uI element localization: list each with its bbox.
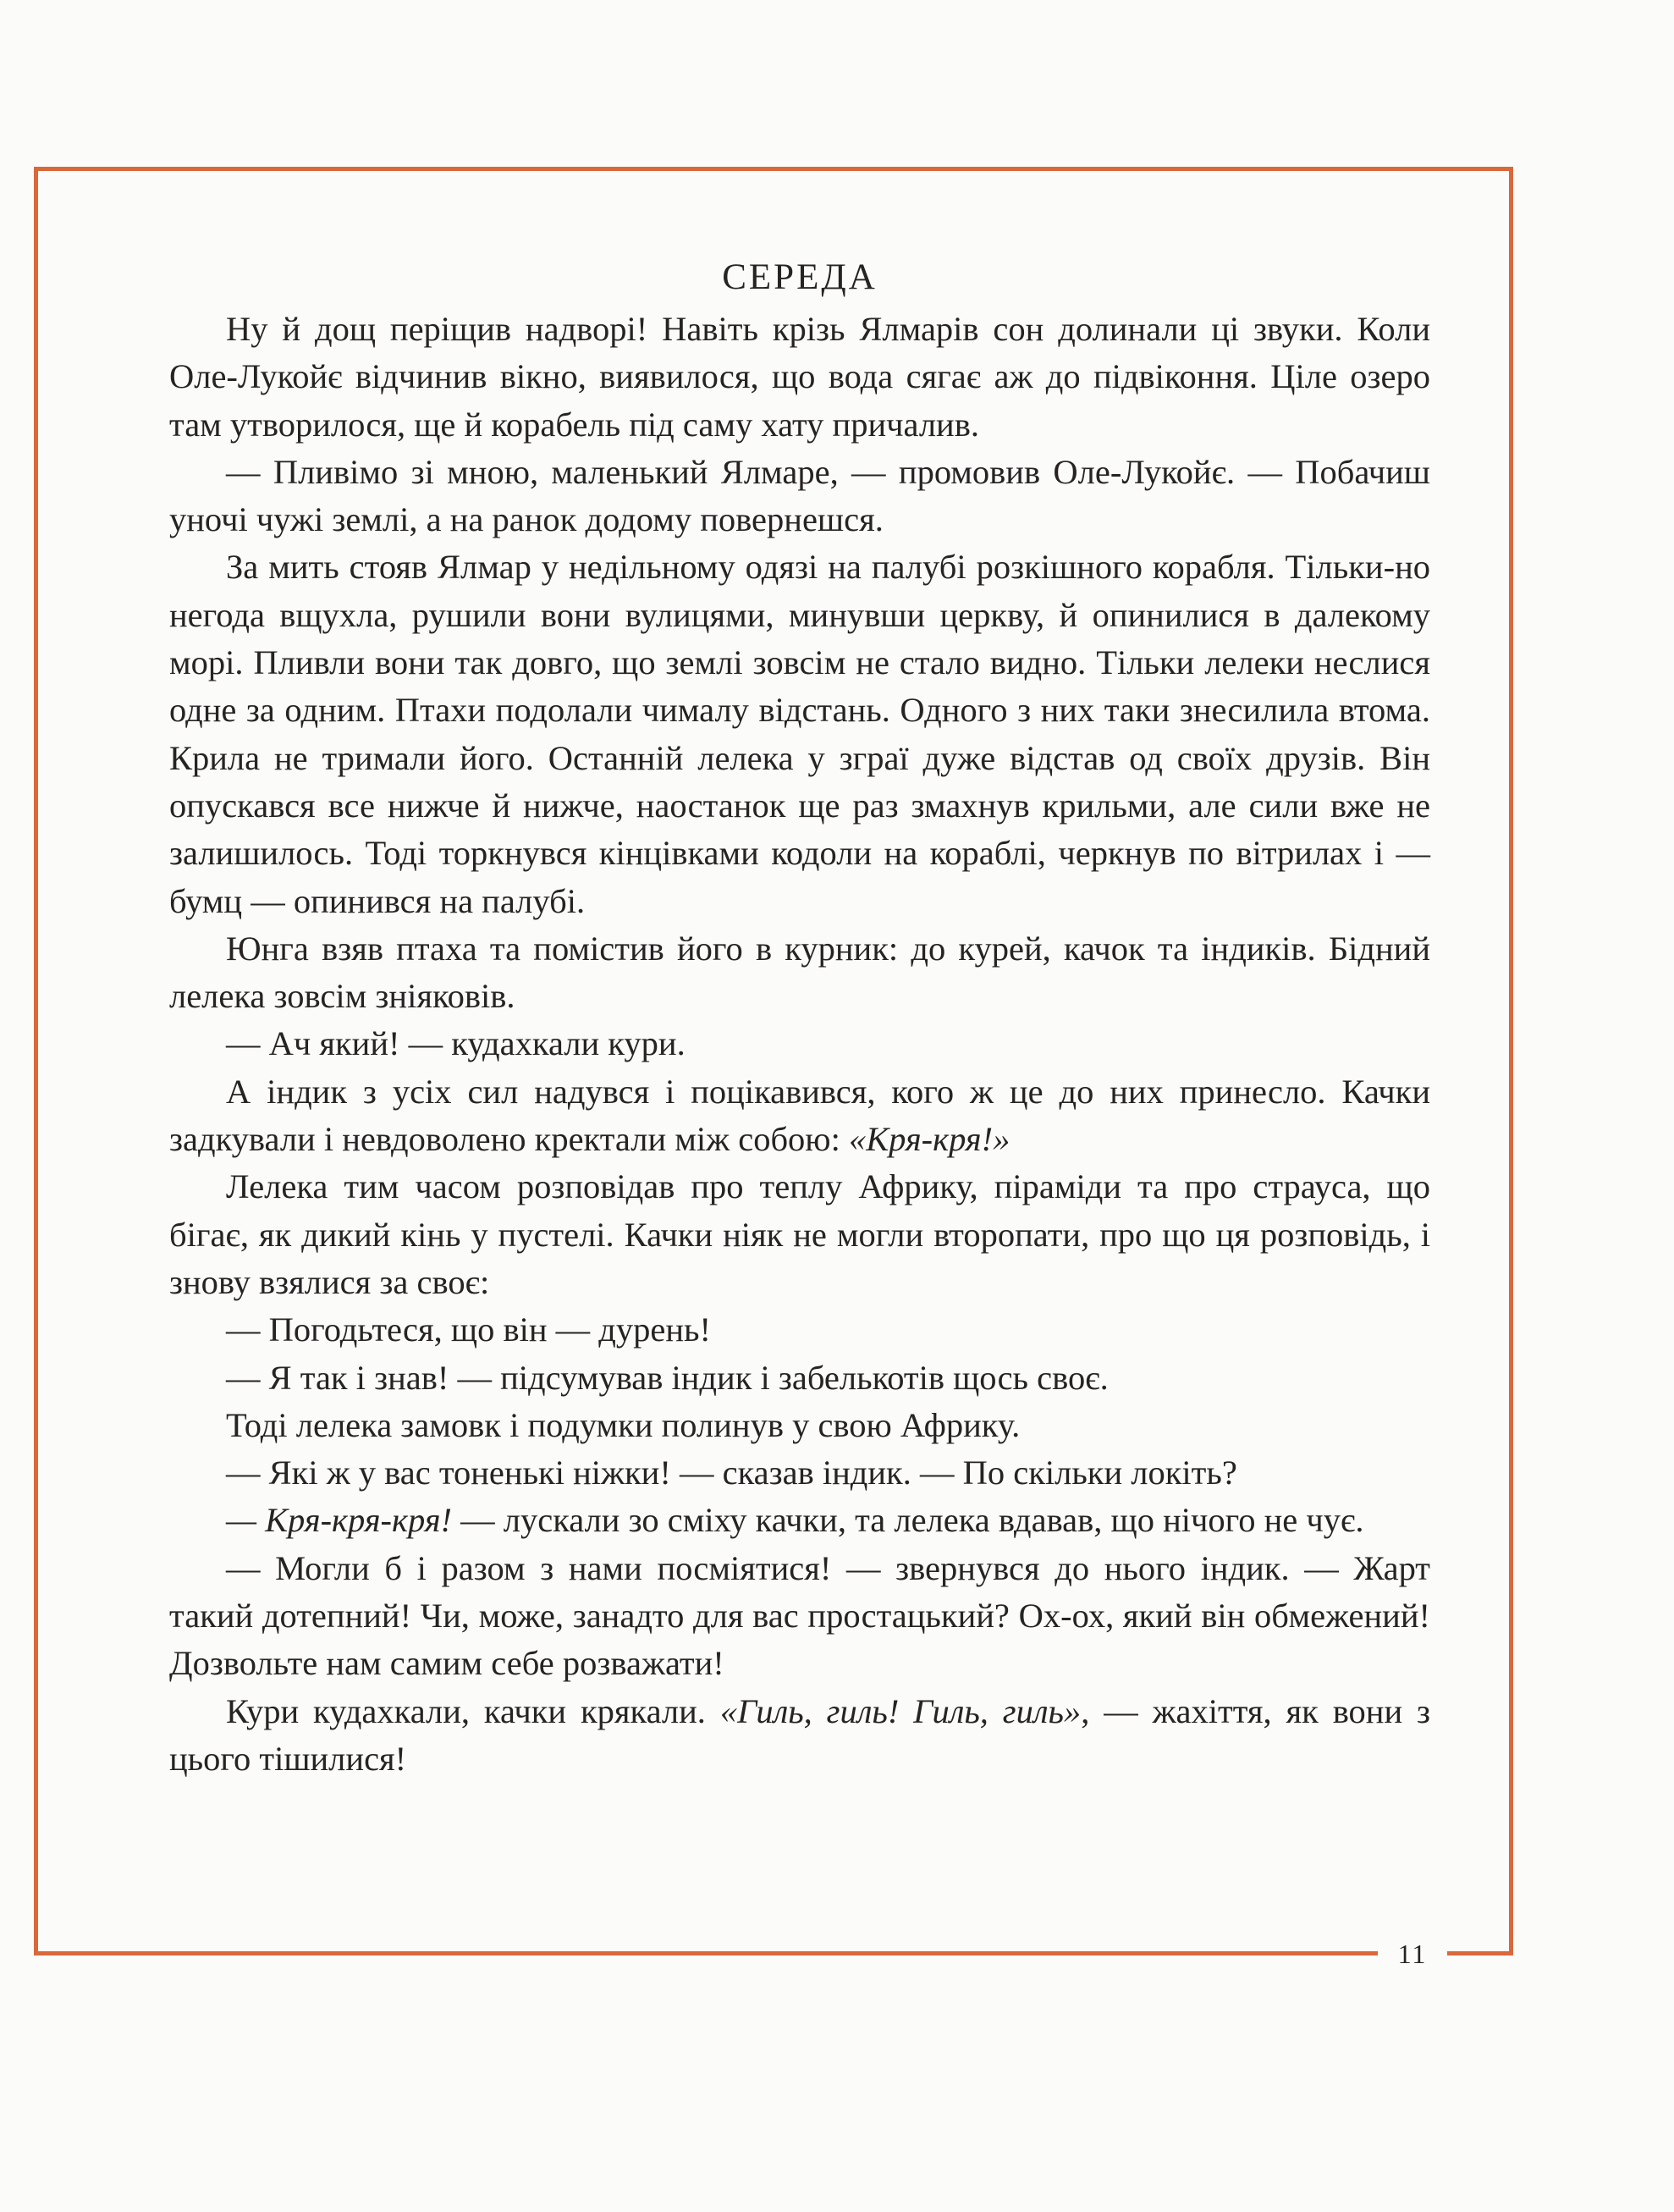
paragraph-12 [169, 1497, 1430, 1544]
paragraph-11: — Які ж у вас тоненькі ніжки! — сказав індик. — По скільки локіть? [226, 1454, 1237, 1492]
paragraph-8: — Погодьтеся, що він — дурень! [226, 1310, 711, 1349]
paragraph-9: — Я так і знав! — підсумував індик і забелькотів щось своє. [226, 1358, 1109, 1397]
paragraph-6-text: А індик з усіх сил надувся і поцікавився, кого ж це до них принесло. Качки задкували і невдоволено кректали між собою: [169, 1072, 1430, 1159]
paragraph-7: Лелека тим часом розповідав про теплу Африку, піраміди та про страуса, що бігає, як дикий кінь у пустелі. Качки ніяк не могли второпати, про що ця розповідь, і знову взялися за своє: [169, 1167, 1430, 1301]
paragraph-4: Юнга взяв птаха та помістив його в курник: до курей, качок та індиків. Бідний лелека зовсім зніяковів. [169, 929, 1430, 1016]
paragraph-14-text-a: Кури кудахкали, качки крякали. [226, 1691, 706, 1730]
paragraph-3: За мить стояв Ялмар у недільному одязі на палубі розкішного корабля. Тільки-но негода вщухла, рушили вони вулицями, минувши церкву, й опинилися в далекому морі. Пливли вони так довго, що землі зовсім не стало видно. Тільки лелеки неслися одне за одним. Птахи подолали чималу відстань. Одного з них таки знесилила втома. Крила не тримали його. Останній лелека у зграї дуже відстав од своїх друзів. Він опускався все нижче й нижче, наостанок ще раз змахнув крильми, але сили вже не залишилось. Тоді торкнувся кінцівками кодоли на кораблі, черкнув по вітрилах і — бумц — опинився на палубі. [169, 548, 1430, 920]
paragraph-14-text-b: , — жахіття, як вони з цього тішилися! [169, 1691, 1431, 1778]
paragraph-5: — Ач який! — кудахкали кури. [226, 1024, 686, 1063]
paragraph-1: Ну й дощ періщив надворі! Навіть крізь Ялмарів сон долинали ці звуки. Коли Оле-Лукойє відчинив вікно, виявилося, що вода сягає аж до підвіконня. Ціле озеро там утворилося, ще й корабель під саму хату причалив. [169, 310, 1430, 444]
duck-quack-quote: «Кря-кря!» [848, 1120, 1010, 1159]
shoo-quote: «Гиль, гиль! Гиль, гиль» [719, 1691, 1082, 1730]
paragraph-6 [169, 1068, 1430, 1164]
paragraph-13: — Могли б і разом з нами посміятися! — звернувся до нього індик. — Жарт такий дотепний! Чи, може, занадто для вас простацький? Ох-ох, який він обмежений! Дозвольте нам самим себе розважати! [169, 1548, 1430, 1683]
paragraph-14 [169, 1688, 1430, 1784]
chapter-body [169, 254, 1430, 1783]
paragraph-12-text: — лускали зо сміху качки, та лелека вдавав, що нічого не чує. [460, 1501, 1364, 1540]
chapter-title: СЕРЕДА [722, 257, 878, 297]
paragraph-2: — Пливімо зі мною, маленький Ялмаре, — промовив Оле-Лукойє. — Побачиш уночі чужі землі, а на ранок додому повернешся. [169, 452, 1430, 539]
page-number: 11 [1397, 1939, 1428, 1969]
duck-laugh-quote: — Кря-кря-кря! [226, 1501, 453, 1540]
paragraph-10: Тоді лелека замовк і подумки полинув у свою Африку. [226, 1405, 1021, 1444]
